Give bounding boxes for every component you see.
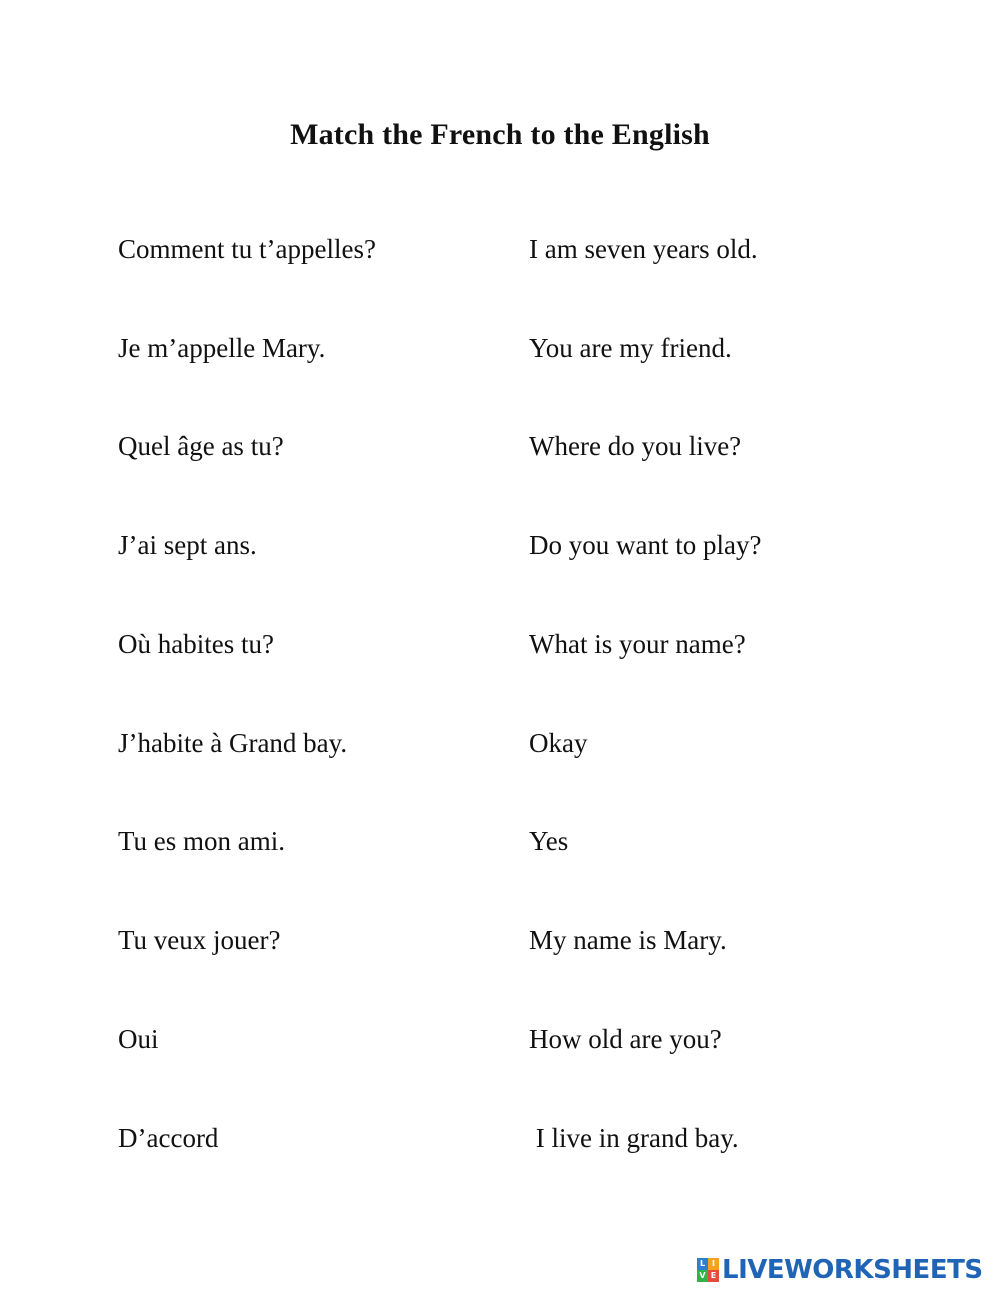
match-row — [0, 1019, 1000, 1059]
english-phrase: I live in grand bay. — [529, 1123, 739, 1153]
match-row — [0, 821, 1000, 861]
logo-letter: E — [708, 1270, 719, 1282]
french-phrase: Je m’appelle Mary. — [118, 333, 326, 363]
english-phrase: What is your name? — [529, 629, 746, 659]
english-phrase: I am seven years old. — [529, 234, 758, 264]
english-phrase: Do you want to play? — [529, 530, 762, 560]
french-phrase: Quel âge as tu? — [118, 431, 284, 461]
english-phrase: Yes — [529, 826, 569, 856]
liveworksheets-logo-icon — [697, 1258, 719, 1282]
match-row — [0, 624, 1000, 664]
liveworksheets-branding — [697, 1254, 983, 1286]
page-title: Match the French to the English — [290, 118, 710, 151]
french-phrase: J’habite à Grand bay. — [118, 728, 348, 758]
match-row — [0, 229, 1000, 269]
logo-letter: I — [708, 1258, 719, 1270]
english-phrase: My name is Mary. — [529, 925, 727, 955]
match-row — [0, 426, 1000, 466]
french-phrase: D’accord — [118, 1123, 219, 1153]
match-row — [0, 1118, 1000, 1158]
match-row — [0, 525, 1000, 565]
french-phrase: Tu veux jouer? — [118, 925, 281, 955]
french-phrase: Où habites tu? — [118, 629, 274, 659]
logo-letter: V — [697, 1270, 708, 1282]
match-row — [0, 723, 1000, 763]
english-phrase: You are my friend. — [529, 333, 732, 363]
english-phrase: How old are you? — [529, 1024, 722, 1054]
french-phrase: Oui — [118, 1024, 159, 1054]
brand-name: LIVEWORKSHEETS — [722, 1255, 983, 1285]
logo-letter: L — [697, 1258, 708, 1270]
french-phrase: J’ai sept ans. — [118, 530, 257, 560]
english-phrase: Where do you live? — [529, 431, 742, 461]
french-phrase: Comment tu t’appelles? — [118, 234, 376, 264]
match-row — [0, 920, 1000, 960]
french-phrase: Tu es mon ami. — [118, 826, 286, 856]
english-phrase: Okay — [529, 728, 588, 758]
match-row — [0, 328, 1000, 368]
